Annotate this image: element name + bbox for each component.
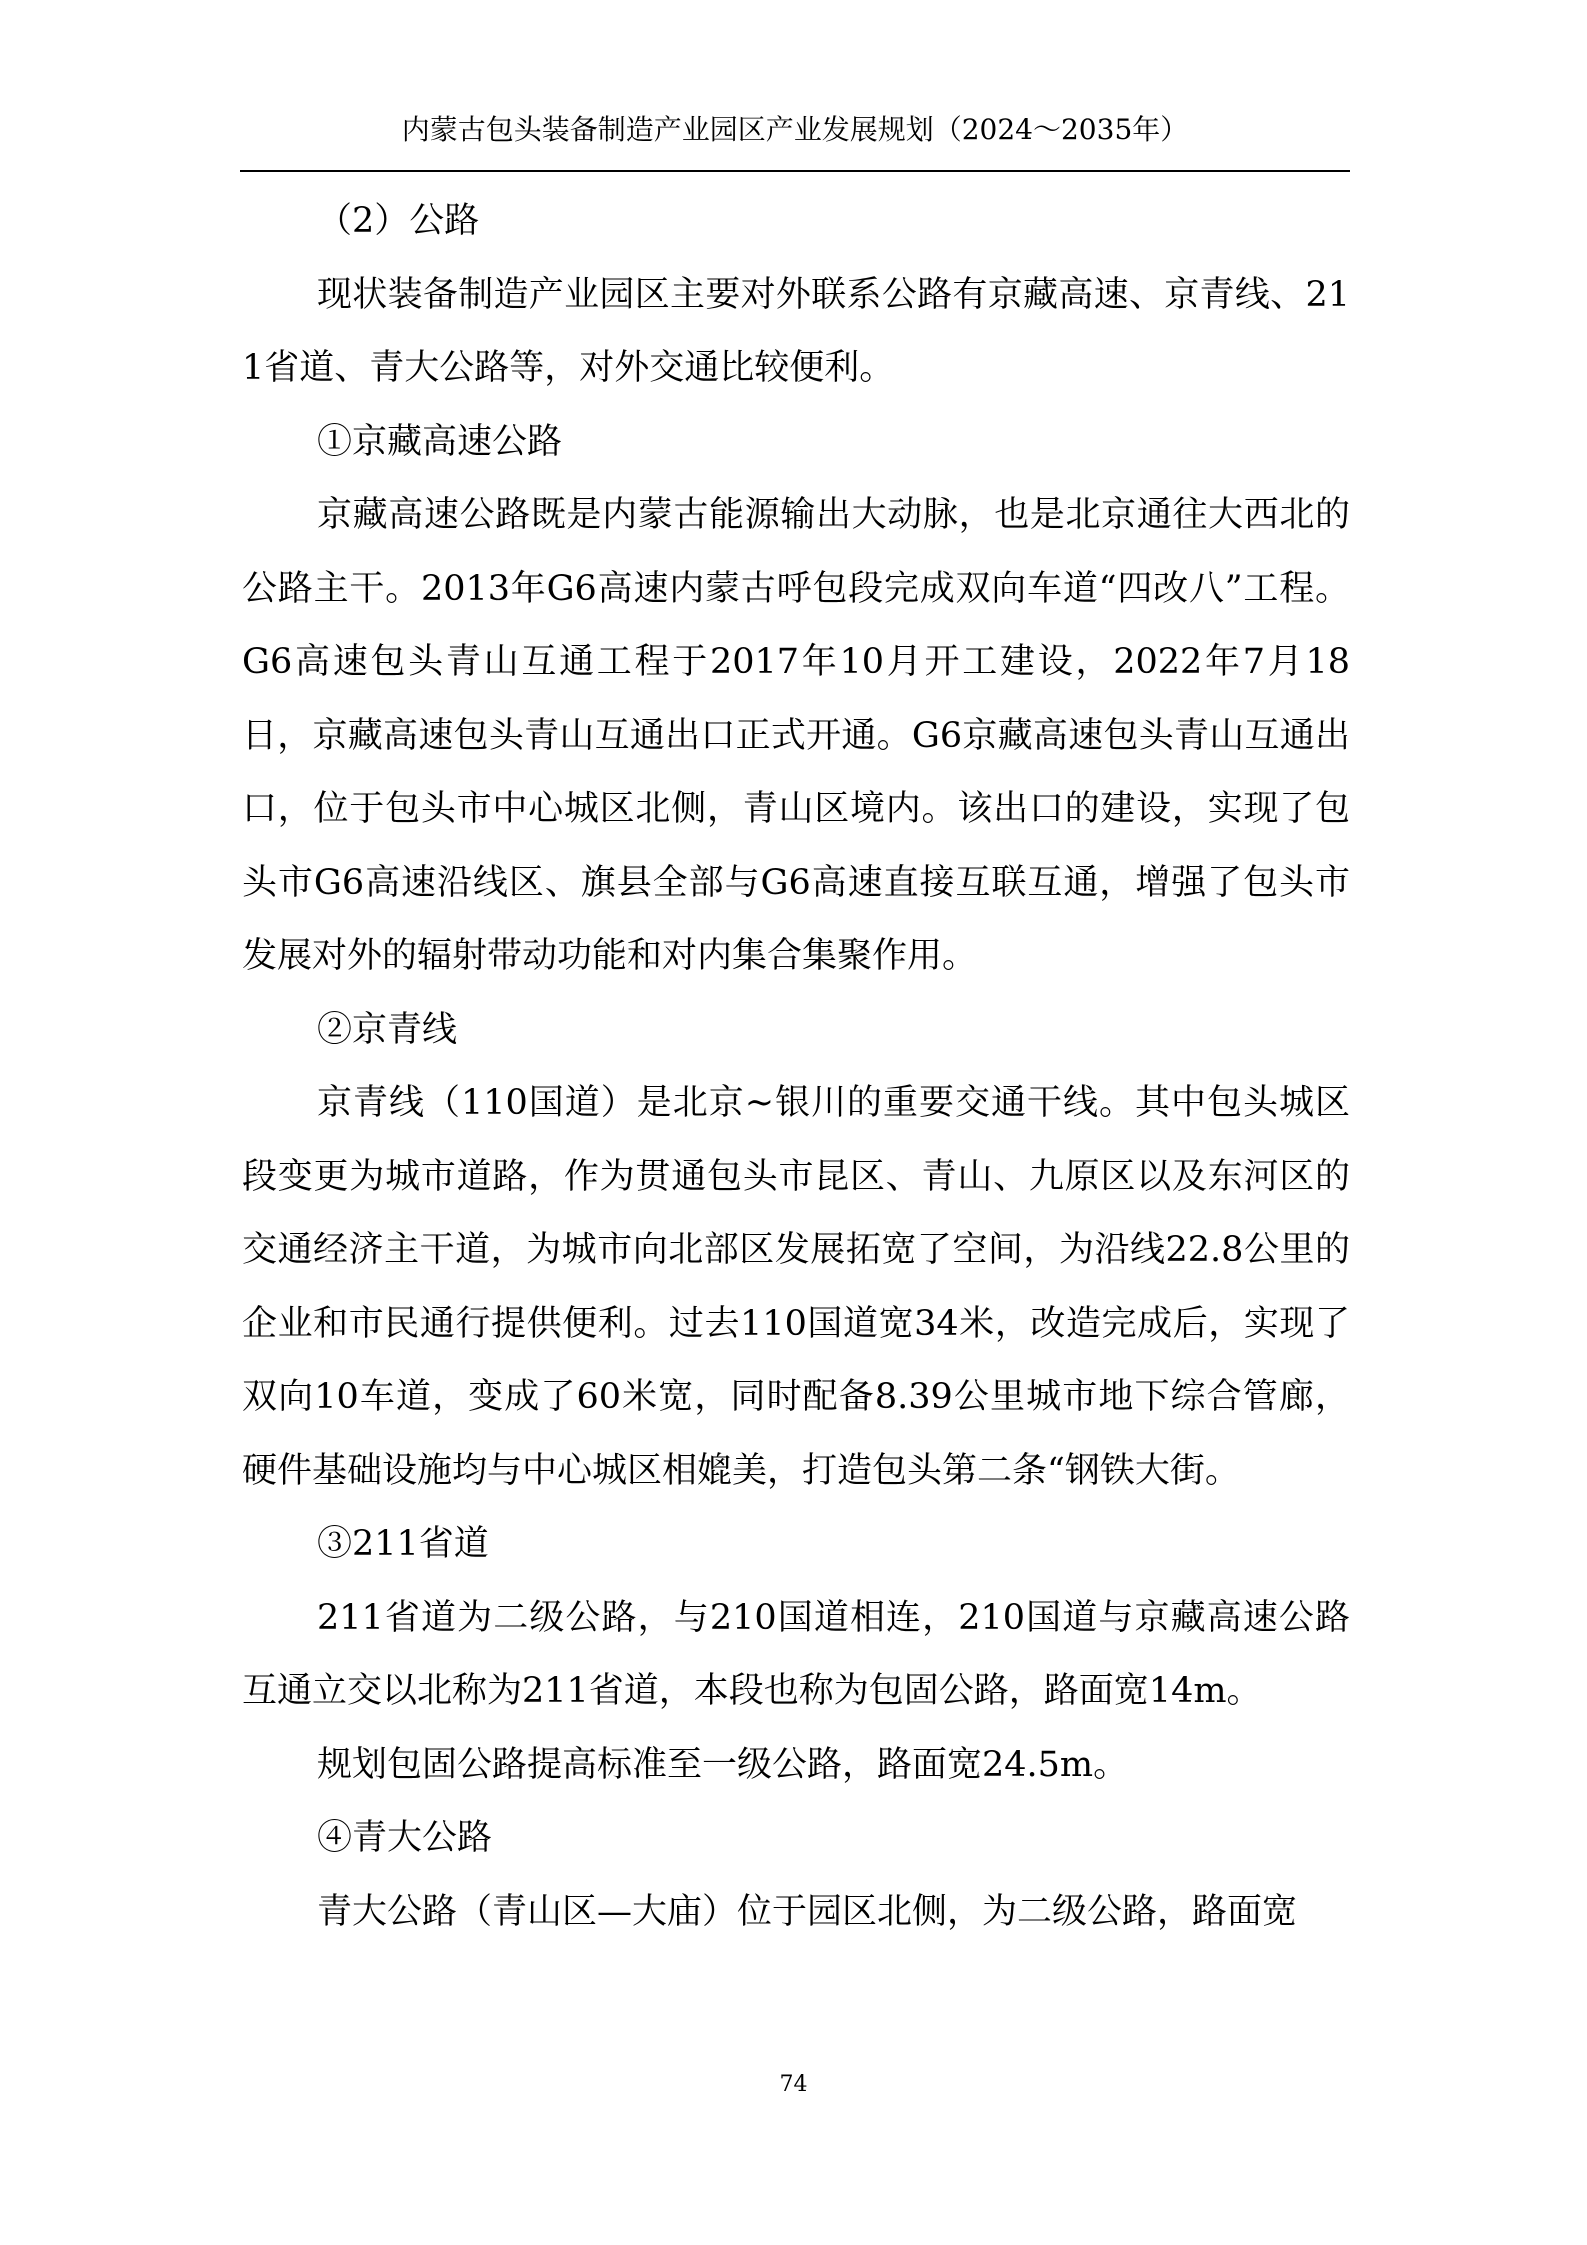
paragraph-provincial-road-211: 211省道为二级公路，与210国道相连，210国道与京藏高速公路互通立交以北称为211省道，本段也称为包固公路，路面宽14m。 <box>242 1597 1350 1711</box>
subheading-qingda-road: ④青大公路 <box>317 1818 493 1858</box>
paragraph-highway-overview: 现状装备制造产业园区主要对外联系公路有京藏高速、京青线、211省道、青大公路等，对外交通比较便利。 <box>242 274 1350 388</box>
paragraph-jingzang-expressway: 京藏高速公路既是内蒙古能源输出大动脉，也是北京通往大西北的公路主干。2013年G6高速内蒙古呼包段完成双向车道“四改八”工程。G6高速包头青山互通工程于2017年10月开工建设，2022年7月18日，京藏高速包头青山互通出口正式开通。G6京藏高速包头青山互通出口，位于包头市中心城区北侧，青山区境内。该出口的建设，实现了包头市G6高速沿线区、旗县全部与G6高速直接互联互通，增强了包头市发展对外的辐射带动功能和对内集合集聚作用。 <box>242 495 1350 976</box>
section-heading-highway: （2）公路 <box>317 201 480 241</box>
document-body <box>242 185 1350 1949</box>
paragraph-jingqing-line: 京青线（110国道）是北京~银川的重要交通干线。其中包头城区段变更为城市道路，作为贯通包头市昆区、青山、九原区以及东河区的交通经济主干道，为城市向北部区发展拓宽了空间，为沿线22.8公里的企业和市民通行提供便利。过去110国道宽34米，改造完成后，实现了双向10车道，变成了60米宽，同时配备8.39公里城市地下综合管廊，硬件基础设施均与中心城区相媲美，打造包头第二条“钢铁大街。 <box>242 1083 1350 1491</box>
paragraph-qingda-road: 青大公路（青山区—大庙）位于园区北侧，为二级公路，路面宽 <box>317 1891 1298 1932</box>
paragraph-baogu-road-plan: 规划包固公路提高标准至一级公路，路面宽24.5m。 <box>317 1744 1129 1785</box>
header-rule <box>240 170 1350 172</box>
subheading-jingzang-expressway: ①京藏高速公路 <box>317 421 563 462</box>
subheading-provincial-road-211: ③211省道 <box>317 1524 489 1564</box>
subheading-jingqing-line: ②京青线 <box>317 1009 458 1050</box>
page-header-title: 内蒙古包头装备制造产业园区产业发展规划（2024～2035年） <box>401 113 1189 146</box>
page-number: 74 <box>779 2072 808 2097</box>
